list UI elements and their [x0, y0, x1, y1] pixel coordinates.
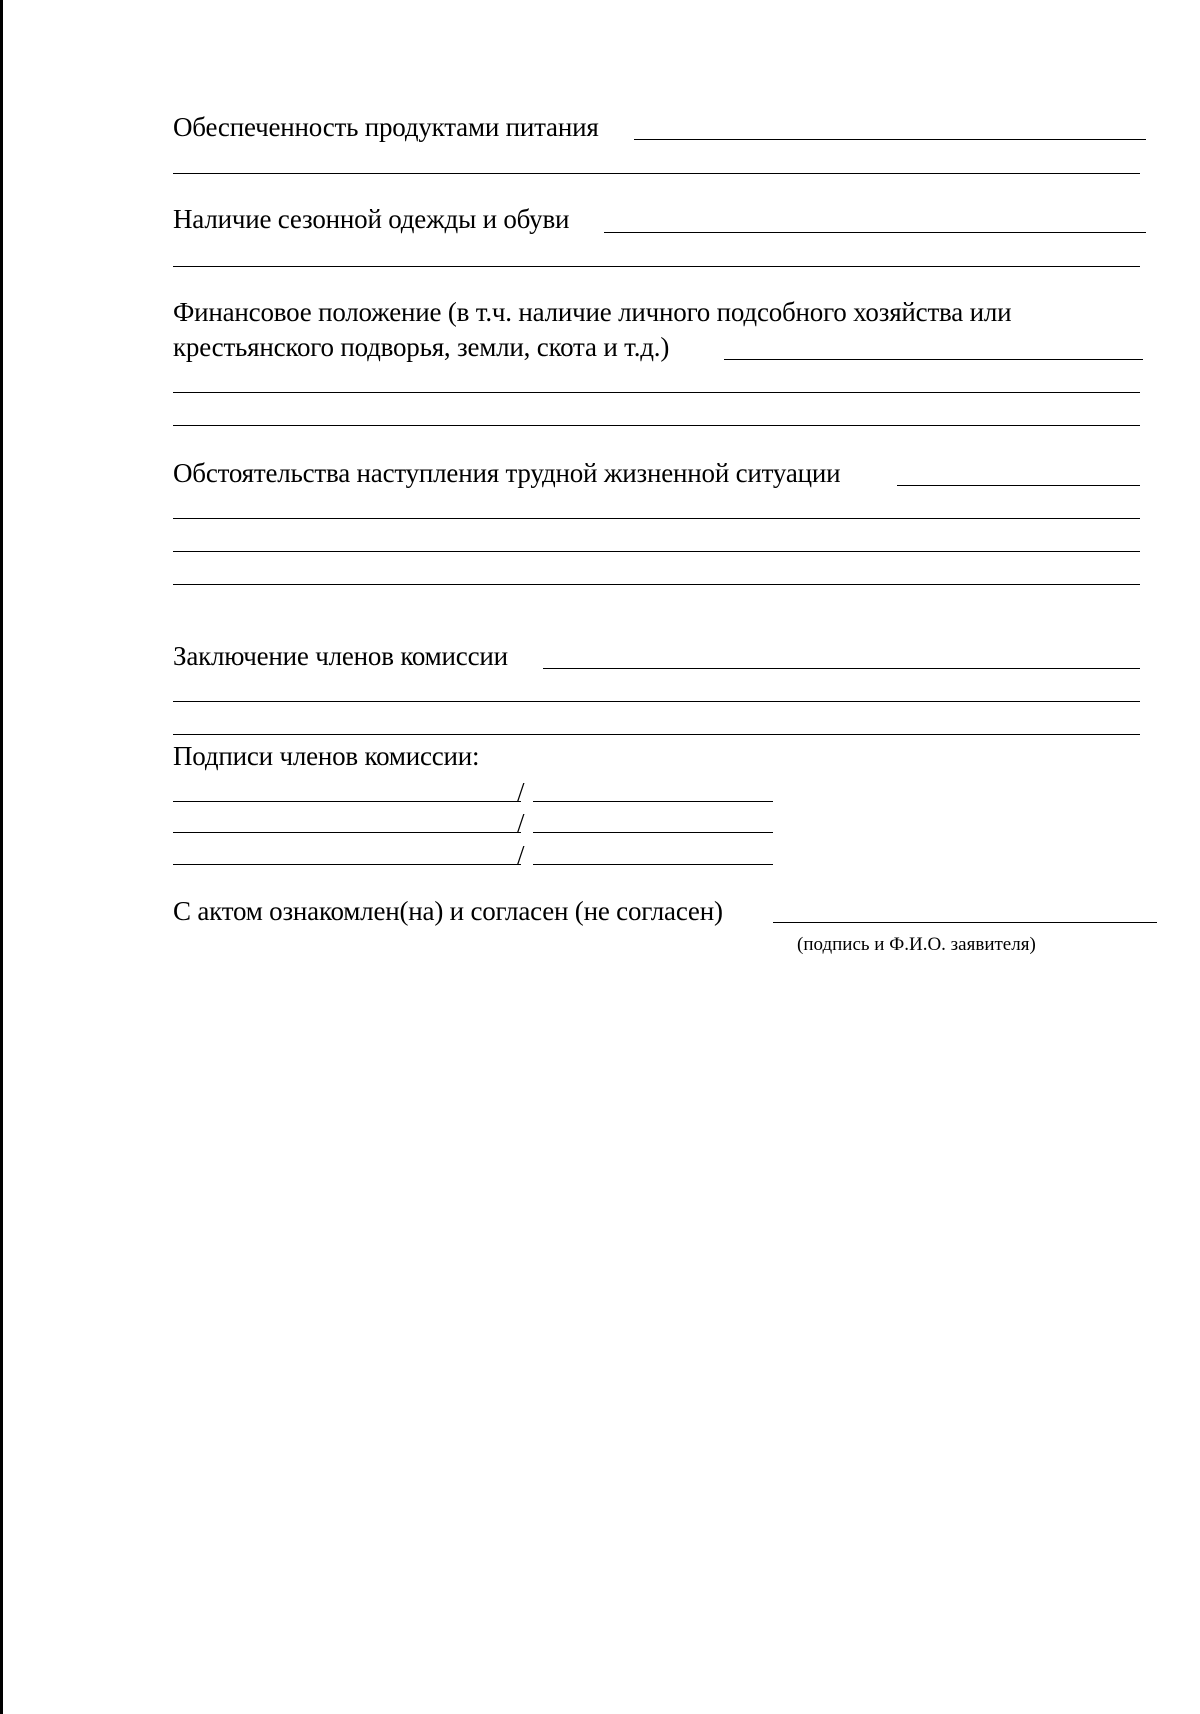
finance-field-line-2[interactable]	[173, 392, 1140, 393]
circumstances-field-line-2[interactable]	[173, 518, 1140, 519]
food-field-line-2[interactable]	[173, 173, 1140, 174]
conclusion-field-line[interactable]	[543, 668, 1140, 669]
signature-separator-1: /	[517, 777, 525, 807]
conclusion-label: Заключение членов комиссии	[173, 641, 508, 671]
finance-field-line[interactable]	[724, 359, 1143, 360]
clothing-label: Наличие сезонной одежды и обуви	[173, 204, 570, 234]
finance-field-line-3[interactable]	[173, 425, 1140, 426]
circumstances-label: Обстоятельства наступления трудной жизненной ситуации	[173, 458, 841, 488]
acknowledgement-label: С актом ознакомлен(на) и согласен (не согласен)	[173, 896, 723, 926]
circumstances-field-line-3[interactable]	[173, 551, 1140, 552]
circumstances-field-line-4[interactable]	[173, 584, 1140, 585]
signature-name-line-1[interactable]	[173, 801, 521, 802]
signature-sign-line-1[interactable]	[533, 801, 773, 802]
clothing-field-line[interactable]	[604, 232, 1146, 233]
finance-label-line2: крестьянского подворья, земли, скота и т.д.)	[173, 332, 670, 362]
conclusion-field-line-3[interactable]	[173, 734, 1140, 735]
signature-separator-3: /	[517, 840, 525, 870]
signature-sign-line-2[interactable]	[533, 832, 773, 833]
acknowledgement-caption: (подпись и Ф.И.О. заявителя)	[797, 934, 1036, 955]
clothing-field-line-2[interactable]	[173, 266, 1140, 267]
finance-label-line1: Финансовое положение (в т.ч. наличие личного подсобного хозяйства или	[173, 297, 1012, 327]
food-field-line[interactable]	[634, 139, 1146, 140]
signature-separator-2: /	[517, 808, 525, 838]
signature-sign-line-3[interactable]	[533, 864, 773, 865]
circumstances-field-line[interactable]	[897, 485, 1140, 486]
scan-edge	[0, 0, 3, 1714]
acknowledgement-field-line[interactable]	[773, 922, 1157, 923]
signature-name-line-3[interactable]	[173, 864, 521, 865]
conclusion-field-line-2[interactable]	[173, 701, 1140, 702]
signatures-label: Подписи членов комиссии:	[173, 741, 480, 771]
signature-name-line-2[interactable]	[173, 832, 521, 833]
food-label: Обеспеченность продуктами питания	[173, 112, 599, 142]
